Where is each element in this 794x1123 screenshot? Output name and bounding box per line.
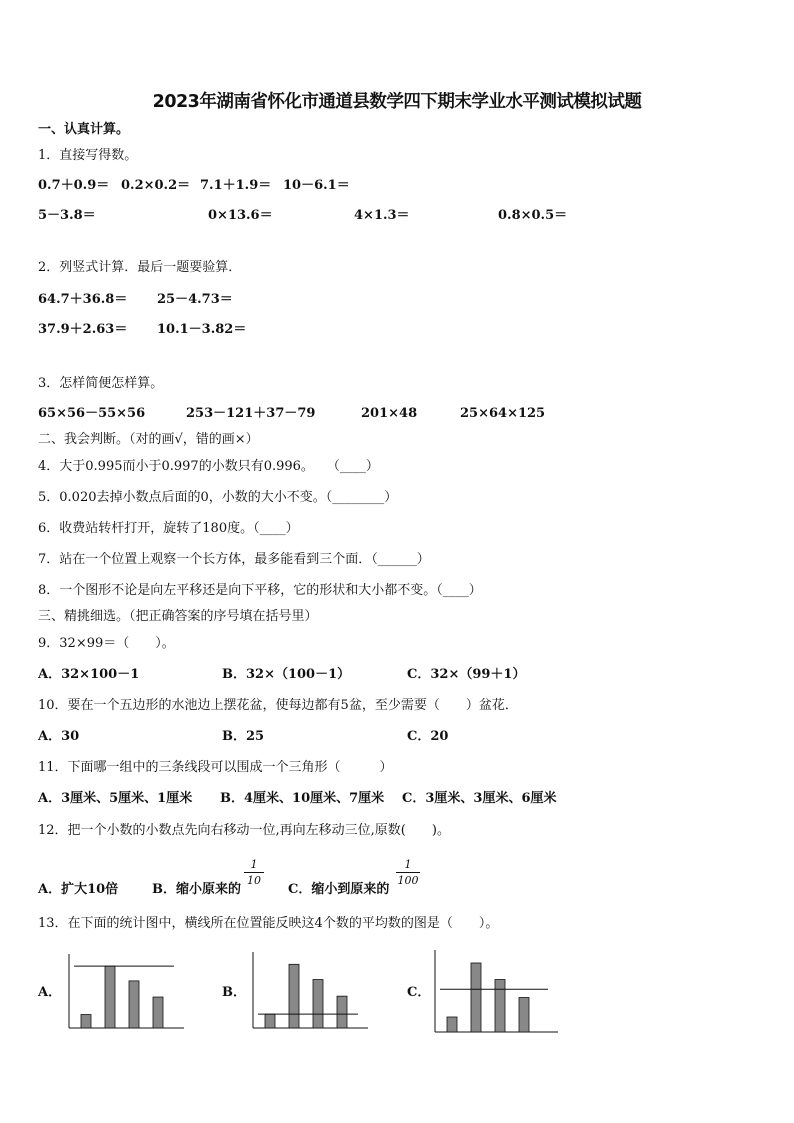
q7-text: 7．站在一个位置上观察一个长方体，最多能看到三个面．（______）: [38, 552, 430, 567]
q9-option-c: C．32×（99＋1）: [407, 667, 526, 682]
q11-option-b: B．4厘米、10厘米、7厘米: [220, 791, 385, 806]
q3-item: 65×56－55×56: [38, 406, 146, 421]
q1-item: 10－6.1＝: [283, 178, 350, 193]
section-1-heading: 一、认真计算。: [38, 122, 130, 137]
q2-item: 37.9＋2.63＝: [38, 322, 128, 337]
q10-option-b: B．25: [222, 729, 265, 744]
q4-text: 4．大于0.995而小于0.997的小数只有0.996。 （____）: [38, 459, 379, 474]
q12-fraction-b: [244, 858, 264, 887]
q13-stem: 13．在下面的统计图中，横线所在位置能反映这4个数的平均数的图是（ ）。: [38, 916, 499, 931]
q1-item: 4×1.3＝: [354, 208, 410, 223]
chart-a-bar: [129, 981, 139, 1028]
q13-label-a: A．: [38, 985, 62, 1000]
q12-option-c: C．缩小到原来的: [288, 882, 390, 897]
page-title: 2023年湖南省怀化市通道县数学四下期末学业水平测试模拟试题: [152, 92, 642, 112]
chart-b-bar: [289, 964, 299, 1028]
fraction-numerator: 1: [404, 858, 412, 871]
section-3-heading: 三、精挑细选。（把正确答案的序号填在括号里）: [38, 609, 318, 624]
q3-item: 253－121＋37－79: [186, 406, 316, 421]
q9-option-a: A．32×100－1: [38, 667, 140, 682]
q1-item: 7.1＋1.9＝: [200, 178, 272, 193]
chart-c-bar: [447, 1017, 457, 1032]
section-2-heading: 二、我会判断。（对的画√，错的画×）: [38, 432, 259, 447]
q8-text: 8．一个图形不论是向左平移还是向下平移，它的形状和大小都不变。（____）: [38, 583, 482, 598]
chart-c-bar: [471, 963, 481, 1032]
q13-label-b: B．: [222, 985, 246, 1000]
q10-stem: 10．要在一个五边形的水池边上摆花盆，使每边都有5盆，至少需要（ ）盆花．: [38, 698, 518, 713]
q11-option-a: A．3厘米、5厘米、1厘米: [38, 791, 193, 806]
q1-item: 0.8×0.5＝: [498, 208, 568, 223]
q9-stem: 9．32×99＝（ ）。: [38, 636, 175, 651]
q13-label-c: C．: [407, 985, 431, 1000]
chart-c-bar: [495, 980, 505, 1033]
chart-a-bar: [153, 997, 163, 1028]
q1-item: 0.2×0.2＝: [121, 178, 191, 193]
q13-chart-b: [250, 950, 370, 1032]
q2-item: 10.1－3.82＝: [157, 322, 247, 337]
q12-option-b: B．缩小原来的: [152, 882, 241, 897]
fraction-numerator: 1: [250, 858, 258, 871]
q13-chart-c: [432, 948, 560, 1036]
chart-a-bar: [105, 966, 115, 1028]
q6-text: 6．收费站转杆打开，旋转了180度。（____）: [38, 521, 299, 536]
q2-label: 2．列竖式计算．最后一题要验算．: [38, 260, 242, 275]
q3-label: 3．怎样简便怎样算。: [38, 376, 164, 391]
q11-option-c: C．3厘米、3厘米、6厘米: [402, 791, 557, 806]
q9-option-b: B．32×（100－1）: [222, 667, 351, 682]
q5-text: 5．0.020去掉小数点后面的0，小数的大小不变。（________）: [38, 490, 398, 505]
q3-item: 201×48: [361, 406, 418, 421]
fraction-denominator: 100: [397, 874, 419, 887]
q10-option-a: A．30: [38, 729, 80, 744]
q1-item: 0.7＋0.9＝: [38, 178, 110, 193]
q12-fraction-c: [396, 858, 420, 887]
chart-b-bar: [313, 980, 323, 1028]
chart-c-bar: [519, 998, 529, 1033]
q1-item: 0×13.6＝: [208, 208, 273, 223]
chart-b-bar: [337, 996, 347, 1028]
q2-item: 25－4.73＝: [157, 292, 233, 307]
q13-chart-a: [66, 952, 186, 1032]
q1-item: 5－3.8＝: [38, 208, 96, 223]
chart-a-bar: [81, 1015, 91, 1028]
q12-option-a: A．扩大10倍: [38, 882, 119, 897]
q3-item: 25×64×125: [460, 406, 546, 421]
fraction-denominator: 10: [247, 874, 261, 887]
q2-item: 64.7＋36.8＝: [38, 292, 128, 307]
chart-b-bar: [265, 1014, 275, 1028]
q12-stem: 12．把一个小数的小数点先向右移动一位,再向左移动三位,原数( )。: [38, 823, 450, 838]
q11-stem: 11．下面哪一组中的三条线段可以围成一个三角形（ ）: [38, 760, 393, 775]
q10-option-c: C．20: [407, 729, 449, 744]
q1-label: 1．直接写得数。: [38, 148, 138, 163]
